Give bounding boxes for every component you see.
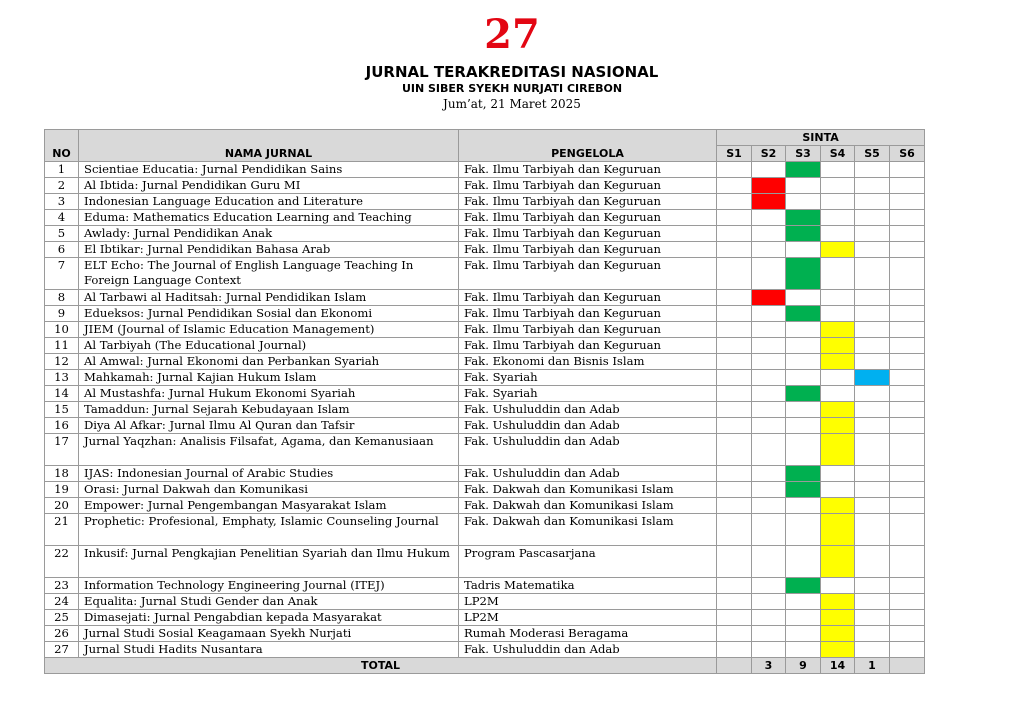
sinta-cell-s5 <box>855 642 890 658</box>
sinta-mark-s4 <box>821 434 855 466</box>
sinta-cell-s2 <box>752 498 786 514</box>
sinta-cell-s1 <box>717 306 752 322</box>
journal-publisher: Fak. Ilmu Tarbiyah dan Keguruan <box>459 194 717 210</box>
sinta-cell-s2 <box>752 402 786 418</box>
row-number: 20 <box>45 498 79 514</box>
header-s4: S4 <box>821 146 855 162</box>
journal-publisher: Fak. Ilmu Tarbiyah dan Keguruan <box>459 258 717 290</box>
sinta-cell-s5 <box>855 322 890 338</box>
sinta-cell-s3 <box>786 194 821 210</box>
table-row <box>45 210 925 226</box>
sinta-cell-s3 <box>786 242 821 258</box>
journal-name: Indonesian Language Education and Literature <box>79 194 459 210</box>
sinta-cell-s6 <box>890 386 925 402</box>
header-sinta: SINTA <box>717 130 925 146</box>
sinta-cell-s6 <box>890 402 925 418</box>
journal-publisher: LP2M <box>459 594 717 610</box>
sinta-mark-s2 <box>752 290 786 306</box>
sinta-cell-s6 <box>890 642 925 658</box>
row-number: 1 <box>45 162 79 178</box>
sinta-mark-s2 <box>752 178 786 194</box>
sinta-cell-s4 <box>821 370 855 386</box>
sinta-cell-s3 <box>786 514 821 546</box>
sinta-cell-s5 <box>855 194 890 210</box>
sinta-cell-s5 <box>855 402 890 418</box>
sinta-mark-s3 <box>786 578 821 594</box>
table-row <box>45 258 925 290</box>
sinta-cell-s5 <box>855 498 890 514</box>
total-s2: 3 <box>752 658 786 674</box>
sinta-cell-s1 <box>717 322 752 338</box>
sinta-cell-s2 <box>752 370 786 386</box>
journal-publisher: LP2M <box>459 610 717 626</box>
sinta-cell-s2 <box>752 546 786 578</box>
sinta-cell-s1 <box>717 162 752 178</box>
sinta-cell-s1 <box>717 498 752 514</box>
sinta-cell-s2 <box>752 322 786 338</box>
table-row <box>45 290 925 306</box>
sinta-cell-s3 <box>786 290 821 306</box>
journal-table <box>44 129 925 674</box>
document-date: Jum’at, 21 Maret 2025 <box>443 97 581 111</box>
sinta-cell-s3 <box>786 626 821 642</box>
sinta-cell-s6 <box>890 418 925 434</box>
sinta-cell-s2 <box>752 434 786 466</box>
sinta-cell-s3 <box>786 354 821 370</box>
row-number: 25 <box>45 610 79 626</box>
journal-publisher: Rumah Moderasi Beragama <box>459 626 717 642</box>
journal-publisher: Fak. Ilmu Tarbiyah dan Keguruan <box>459 306 717 322</box>
journal-name: Eduma: Mathematics Education Learning and Teaching <box>79 210 459 226</box>
sinta-cell-s6 <box>890 290 925 306</box>
sinta-cell-s5 <box>855 354 890 370</box>
sinta-cell-s1 <box>717 178 752 194</box>
table-row <box>45 354 925 370</box>
table-row <box>45 322 925 338</box>
row-number: 17 <box>45 434 79 466</box>
row-number: 26 <box>45 626 79 642</box>
table-row <box>45 546 925 578</box>
sinta-cell-s1 <box>717 418 752 434</box>
table-row <box>45 434 925 466</box>
journal-publisher: Fak. Ilmu Tarbiyah dan Keguruan <box>459 242 717 258</box>
total-row <box>45 658 925 674</box>
sinta-cell-s2 <box>752 578 786 594</box>
sinta-mark-s4 <box>821 626 855 642</box>
sinta-cell-s6 <box>890 162 925 178</box>
journal-name: Jurnal Yaqzhan: Analisis Filsafat, Agama, dan Kemanusiaan <box>79 434 459 466</box>
journal-name: Jurnal Studi Hadits Nusantara <box>79 642 459 658</box>
journal-publisher: Fak. Ilmu Tarbiyah dan Keguruan <box>459 322 717 338</box>
sinta-cell-s2 <box>752 642 786 658</box>
row-number: 24 <box>45 594 79 610</box>
header-s6: S6 <box>890 146 925 162</box>
row-number: 23 <box>45 578 79 594</box>
sinta-cell-s5 <box>855 386 890 402</box>
sinta-cell-s6 <box>890 498 925 514</box>
sinta-cell-s4 <box>821 386 855 402</box>
journal-name: Dimasejati: Jurnal Pengabdian kepada Masyarakat <box>79 610 459 626</box>
sinta-cell-s3 <box>786 178 821 194</box>
sinta-cell-s2 <box>752 354 786 370</box>
sinta-cell-s5 <box>855 242 890 258</box>
sinta-cell-s2 <box>752 626 786 642</box>
header-s2: S2 <box>752 146 786 162</box>
journal-name: El Ibtikar: Jurnal Pendidikan Bahasa Arab <box>79 242 459 258</box>
sinta-cell-s1 <box>717 594 752 610</box>
journal-publisher: Fak. Dakwah dan Komunikasi Islam <box>459 498 717 514</box>
sinta-cell-s3 <box>786 322 821 338</box>
sinta-cell-s1 <box>717 242 752 258</box>
row-number: 7 <box>45 258 79 290</box>
journal-name: Empower: Jurnal Pengembangan Masyarakat Islam <box>79 498 459 514</box>
journal-publisher: Fak. Ilmu Tarbiyah dan Keguruan <box>459 178 717 194</box>
sinta-cell-s4 <box>821 306 855 322</box>
sinta-cell-s6 <box>890 210 925 226</box>
header-s3: S3 <box>786 146 821 162</box>
row-number: 5 <box>45 226 79 242</box>
sinta-mark-s3 <box>786 386 821 402</box>
journal-name: Equalita: Jurnal Studi Gender dan Anak <box>79 594 459 610</box>
header-no: NO <box>45 130 79 162</box>
journal-publisher: Fak. Ilmu Tarbiyah dan Keguruan <box>459 290 717 306</box>
sinta-cell-s6 <box>890 434 925 466</box>
sinta-cell-s5 <box>855 466 890 482</box>
sinta-mark-s3 <box>786 210 821 226</box>
sinta-cell-s2 <box>752 418 786 434</box>
sinta-cell-s3 <box>786 338 821 354</box>
sinta-cell-s1 <box>717 226 752 242</box>
journal-publisher: Fak. Ushuluddin dan Adab <box>459 434 717 466</box>
row-number: 13 <box>45 370 79 386</box>
sinta-cell-s6 <box>890 354 925 370</box>
sinta-mark-s4 <box>821 610 855 626</box>
sinta-cell-s4 <box>821 210 855 226</box>
sinta-cell-s2 <box>752 610 786 626</box>
journal-publisher: Program Pascasarjana <box>459 546 717 578</box>
sinta-cell-s5 <box>855 178 890 194</box>
table-row <box>45 418 925 434</box>
sinta-mark-s4 <box>821 642 855 658</box>
sinta-cell-s1 <box>717 290 752 306</box>
sinta-cell-s5 <box>855 482 890 498</box>
journal-name: Jurnal Studi Sosial Keagamaan Syekh Nurjati <box>79 626 459 642</box>
institution-subtitle: UIN SIBER SYEKH NURJATI CIREBON <box>401 82 623 95</box>
sinta-cell-s2 <box>752 210 786 226</box>
sinta-cell-s5 <box>855 594 890 610</box>
sinta-cell-s2 <box>752 306 786 322</box>
journal-name: Prophetic: Profesional, Emphaty, Islamic Counseling Journal <box>79 514 459 546</box>
sinta-cell-s1 <box>717 434 752 466</box>
table-row <box>45 642 925 658</box>
sinta-cell-s3 <box>786 402 821 418</box>
table-row <box>45 178 925 194</box>
sinta-cell-s5 <box>855 514 890 546</box>
sinta-cell-s2 <box>752 466 786 482</box>
sinta-cell-s5 <box>855 418 890 434</box>
journal-name: Edueksos: Jurnal Pendidikan Sosial dan Ekonomi <box>79 306 459 322</box>
journal-publisher: Fak. Ushuluddin dan Adab <box>459 418 717 434</box>
journal-name: Awlady: Jurnal Pendidikan Anak <box>79 226 459 242</box>
sinta-cell-s4 <box>821 258 855 290</box>
sinta-cell-s4 <box>821 226 855 242</box>
sinta-cell-s2 <box>752 162 786 178</box>
row-number: 21 <box>45 514 79 546</box>
journal-publisher: Fak. Ilmu Tarbiyah dan Keguruan <box>459 226 717 242</box>
sinta-cell-s6 <box>890 482 925 498</box>
sinta-cell-s1 <box>717 338 752 354</box>
header-nama-jurnal: NAMA JURNAL <box>79 130 459 162</box>
journal-publisher: Fak. Dakwah dan Komunikasi Islam <box>459 482 717 498</box>
sinta-mark-s4 <box>821 498 855 514</box>
sinta-cell-s3 <box>786 370 821 386</box>
row-number: 27 <box>45 642 79 658</box>
sinta-cell-s5 <box>855 162 890 178</box>
sinta-cell-s1 <box>717 514 752 546</box>
sinta-cell-s6 <box>890 610 925 626</box>
journal-publisher: Fak. Syariah <box>459 370 717 386</box>
sinta-cell-s3 <box>786 498 821 514</box>
sinta-mark-s5 <box>855 370 890 386</box>
journal-name: Al Amwal: Jurnal Ekonomi dan Perbankan Syariah <box>79 354 459 370</box>
table-row <box>45 370 925 386</box>
table-row <box>45 578 925 594</box>
journal-name: Tamaddun: Jurnal Sejarah Kebudayaan Islam <box>79 402 459 418</box>
journal-name: Al Ibtida: Jurnal Pendidikan Guru MI <box>79 178 459 194</box>
row-number: 15 <box>45 402 79 418</box>
journal-publisher: Fak. Ushuluddin dan Adab <box>459 402 717 418</box>
sinta-mark-s4 <box>821 594 855 610</box>
table-row <box>45 306 925 322</box>
sinta-cell-s4 <box>821 466 855 482</box>
sinta-cell-s5 <box>855 338 890 354</box>
sinta-cell-s1 <box>717 258 752 290</box>
sinta-cell-s1 <box>717 578 752 594</box>
sinta-cell-s4 <box>821 290 855 306</box>
sinta-cell-s4 <box>821 482 855 498</box>
sinta-cell-s3 <box>786 610 821 626</box>
row-number: 3 <box>45 194 79 210</box>
journal-count-number: 27 <box>484 11 540 58</box>
sinta-mark-s3 <box>786 258 821 290</box>
page-title: JURNAL TERAKREDITASI NASIONAL <box>365 63 659 81</box>
journal-publisher: Fak. Ilmu Tarbiyah dan Keguruan <box>459 338 717 354</box>
sinta-mark-s4 <box>821 242 855 258</box>
journal-name: Orasi: Jurnal Dakwah dan Komunikasi <box>79 482 459 498</box>
journal-name: Al Tarbawi al Haditsah: Jurnal Pendidikan Islam <box>79 290 459 306</box>
sinta-cell-s6 <box>890 466 925 482</box>
journal-publisher: Tadris Matematika <box>459 578 717 594</box>
row-number: 16 <box>45 418 79 434</box>
sinta-mark-s4 <box>821 402 855 418</box>
sinta-mark-s4 <box>821 338 855 354</box>
journal-publisher: Fak. Dakwah dan Komunikasi Islam <box>459 514 717 546</box>
table-row <box>45 338 925 354</box>
sinta-mark-s4 <box>821 418 855 434</box>
journal-name: Information Technology Engineering Journal (ITEJ) <box>79 578 459 594</box>
sinta-cell-s4 <box>821 194 855 210</box>
sinta-cell-s5 <box>855 578 890 594</box>
sinta-cell-s5 <box>855 626 890 642</box>
sinta-cell-s2 <box>752 242 786 258</box>
sinta-cell-s1 <box>717 466 752 482</box>
sinta-cell-s2 <box>752 386 786 402</box>
total-s1 <box>717 658 752 674</box>
journal-name: Al Tarbiyah (The Educational Journal) <box>79 338 459 354</box>
table-row <box>45 162 925 178</box>
sinta-cell-s5 <box>855 434 890 466</box>
table-row <box>45 226 925 242</box>
journal-publisher: Fak. Syariah <box>459 386 717 402</box>
sinta-cell-s4 <box>821 178 855 194</box>
sinta-cell-s1 <box>717 354 752 370</box>
table-row <box>45 626 925 642</box>
sinta-cell-s2 <box>752 226 786 242</box>
sinta-cell-s2 <box>752 594 786 610</box>
total-s5: 1 <box>855 658 890 674</box>
header-s5: S5 <box>855 146 890 162</box>
table-row <box>45 386 925 402</box>
sinta-mark-s4 <box>821 322 855 338</box>
sinta-cell-s6 <box>890 306 925 322</box>
journal-publisher: Fak. Ekonomi dan Bisnis Islam <box>459 354 717 370</box>
sinta-cell-s3 <box>786 642 821 658</box>
table-row <box>45 514 925 546</box>
sinta-cell-s6 <box>890 178 925 194</box>
sinta-cell-s4 <box>821 578 855 594</box>
sinta-cell-s1 <box>717 402 752 418</box>
journal-name: Inkusif: Jurnal Pengkajian Penelitian Syariah dan Ilmu Hukum <box>79 546 459 578</box>
journal-name: ELT Echo: The Journal of English Language Teaching In Foreign Language Context <box>79 258 459 290</box>
journal-rows <box>45 162 925 658</box>
sinta-mark-s4 <box>821 354 855 370</box>
sinta-cell-s2 <box>752 482 786 498</box>
journal-name: Al Mustashfa: Jurnal Hukum Ekonomi Syariah <box>79 386 459 402</box>
journal-publisher: Fak. Ushuluddin dan Adab <box>459 466 717 482</box>
journal-name: Mahkamah: Jurnal Kajian Hukum Islam <box>79 370 459 386</box>
row-number: 8 <box>45 290 79 306</box>
row-number: 6 <box>45 242 79 258</box>
sinta-cell-s1 <box>717 194 752 210</box>
sinta-cell-s6 <box>890 514 925 546</box>
sinta-cell-s6 <box>890 338 925 354</box>
sinta-cell-s5 <box>855 290 890 306</box>
row-number: 10 <box>45 322 79 338</box>
table-row <box>45 498 925 514</box>
table-row <box>45 194 925 210</box>
row-number: 12 <box>45 354 79 370</box>
sinta-cell-s2 <box>752 514 786 546</box>
sinta-mark-s2 <box>752 194 786 210</box>
sinta-cell-s5 <box>855 226 890 242</box>
row-number: 11 <box>45 338 79 354</box>
journal-name: Diya Al Afkar: Jurnal Ilmu Al Quran dan Tafsir <box>79 418 459 434</box>
sinta-cell-s6 <box>890 226 925 242</box>
sinta-cell-s1 <box>717 546 752 578</box>
sinta-cell-s3 <box>786 594 821 610</box>
sinta-mark-s3 <box>786 482 821 498</box>
sinta-cell-s6 <box>890 594 925 610</box>
sinta-cell-s5 <box>855 610 890 626</box>
sinta-cell-s1 <box>717 370 752 386</box>
table-row <box>45 482 925 498</box>
sinta-cell-s6 <box>890 194 925 210</box>
sinta-cell-s6 <box>890 370 925 386</box>
sinta-cell-s1 <box>717 482 752 498</box>
journal-name: IJAS: Indonesian Journal of Arabic Studies <box>79 466 459 482</box>
sinta-mark-s3 <box>786 306 821 322</box>
row-number: 19 <box>45 482 79 498</box>
total-s4: 14 <box>821 658 855 674</box>
sinta-cell-s3 <box>786 418 821 434</box>
sinta-cell-s3 <box>786 546 821 578</box>
row-number: 18 <box>45 466 79 482</box>
sinta-cell-s1 <box>717 626 752 642</box>
row-number: 14 <box>45 386 79 402</box>
sinta-cell-s1 <box>717 386 752 402</box>
row-number: 9 <box>45 306 79 322</box>
sinta-cell-s6 <box>890 258 925 290</box>
sinta-mark-s3 <box>786 162 821 178</box>
sinta-cell-s6 <box>890 626 925 642</box>
table-row <box>45 242 925 258</box>
journal-publisher: Fak. Ilmu Tarbiyah dan Keguruan <box>459 210 717 226</box>
header-pengelola: PENGELOLA <box>459 130 717 162</box>
total-s6 <box>890 658 925 674</box>
journal-publisher: Fak. Ilmu Tarbiyah dan Keguruan <box>459 162 717 178</box>
sinta-cell-s5 <box>855 258 890 290</box>
total-label: TOTAL <box>45 658 717 674</box>
sinta-cell-s2 <box>752 338 786 354</box>
table-row <box>45 610 925 626</box>
sinta-cell-s6 <box>890 242 925 258</box>
table-row <box>45 466 925 482</box>
sinta-cell-s1 <box>717 642 752 658</box>
sinta-mark-s4 <box>821 514 855 546</box>
row-number: 22 <box>45 546 79 578</box>
journal-name: Scientiae Educatia: Jurnal Pendidikan Sains <box>79 162 459 178</box>
journal-name: JIEM (Journal of Islamic Education Management) <box>79 322 459 338</box>
total-s3: 9 <box>786 658 821 674</box>
sinta-cell-s1 <box>717 210 752 226</box>
sinta-cell-s6 <box>890 322 925 338</box>
sinta-mark-s4 <box>821 546 855 578</box>
journal-publisher: Fak. Ushuluddin dan Adab <box>459 642 717 658</box>
sinta-cell-s5 <box>855 210 890 226</box>
sinta-cell-s6 <box>890 546 925 578</box>
sinta-cell-s4 <box>821 162 855 178</box>
row-number: 4 <box>45 210 79 226</box>
sinta-cell-s3 <box>786 434 821 466</box>
sinta-cell-s5 <box>855 306 890 322</box>
sinta-cell-s6 <box>890 578 925 594</box>
sinta-cell-s1 <box>717 610 752 626</box>
sinta-cell-s2 <box>752 258 786 290</box>
sinta-mark-s3 <box>786 226 821 242</box>
table-row <box>45 402 925 418</box>
row-number: 2 <box>45 178 79 194</box>
sinta-cell-s5 <box>855 546 890 578</box>
table-row <box>45 594 925 610</box>
header-s1: S1 <box>717 146 752 162</box>
sinta-mark-s3 <box>786 466 821 482</box>
